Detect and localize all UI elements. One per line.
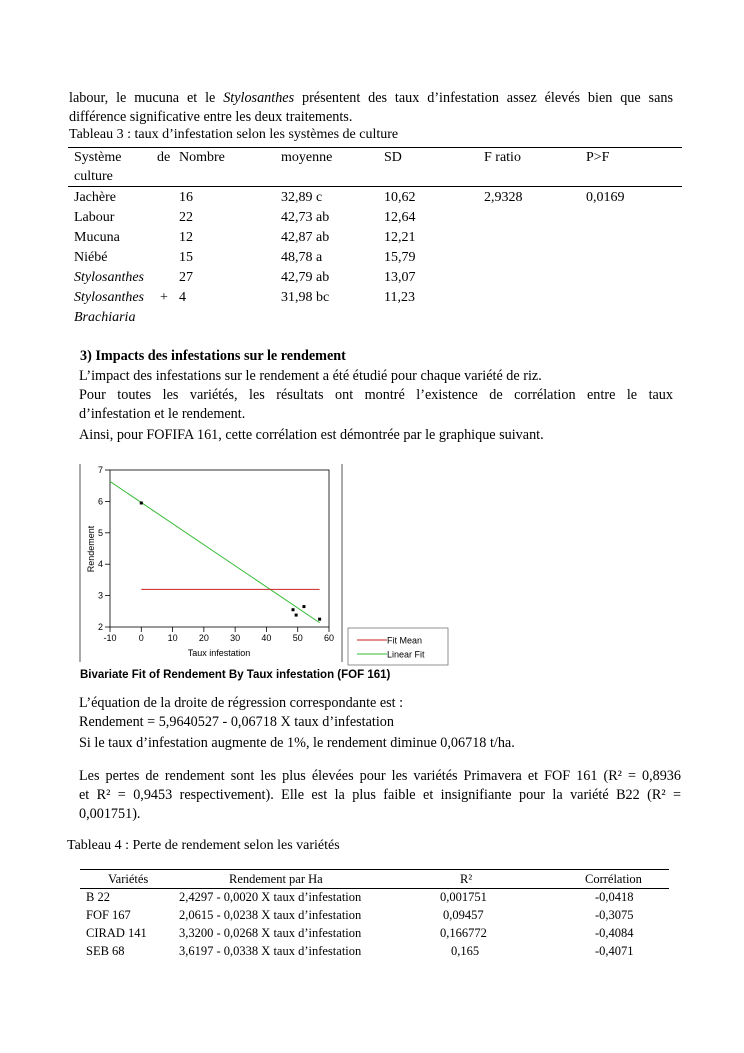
table4-top-rule — [80, 869, 669, 870]
table4-cell-r2: 0,166772 — [440, 926, 487, 940]
x-tick-label: 10 — [167, 633, 178, 643]
table3-header-fratio: F ratio — [484, 150, 521, 165]
table3-cell-sd: 10,62 — [384, 190, 416, 205]
table3-cell-nombre: 4 — [179, 290, 186, 305]
table4-cell-rendement: 3,6197 - 0,0338 X taux d’infestation — [179, 944, 362, 958]
y-axis-label: Rendement — [86, 525, 96, 573]
table4-cell-correlation: -0,4084 — [595, 926, 634, 940]
section-paragraph-3: Ainsi, pour FOFIFA 161, cette corrélation est démontrée par le graphique suivant. — [79, 427, 544, 443]
data-point — [295, 614, 298, 617]
table4-cell-r2: 0,09457 — [443, 908, 484, 922]
table4-cell-variete: B 22 — [86, 890, 110, 904]
table3-header-culture: culture — [74, 169, 113, 184]
section-paragraph-1: L’impact des infestations sur le rendement a été étudié pour chaque variété de riz. — [79, 368, 542, 384]
table3-cell-systeme: Mucuna — [74, 230, 120, 245]
legend-linear-fit: Linear Fit — [387, 649, 425, 660]
x-tick-label: 50 — [292, 633, 303, 643]
bivariate-fit-chart — [78, 462, 458, 684]
table3-cell-nombre: 15 — [179, 250, 193, 265]
data-point — [318, 618, 321, 621]
x-axis-label: Taux infestation — [187, 648, 251, 658]
table3-cell-systeme: Labour — [74, 210, 115, 225]
data-point — [302, 605, 305, 608]
table3-cell-moyenne: 42,79 ab — [281, 270, 330, 285]
equation-formula: Rendement = 5,9640527 - 0,06718 X taux d’infestation — [79, 714, 394, 730]
table4-header-correlation: Corrélation — [585, 872, 642, 886]
table4-cell-correlation: -0,3075 — [595, 908, 634, 922]
section-paragraph-2a: Pour toutes les variétés, les résultats ont montré l’existence de corrélation entre le taux — [79, 387, 673, 403]
table3-cell-moyenne: 42,87 ab — [281, 230, 330, 245]
table3-header-p: P>F — [586, 150, 610, 165]
table4-cell-rendement: 3,3200 - 0,0268 X taux d’infestation — [179, 926, 362, 940]
y-tick-label: 5 — [97, 527, 103, 538]
table3-cell-moyenne: 31,98 bc — [281, 290, 330, 305]
table3-cell-moyenne: 32,89 c — [281, 190, 323, 205]
chart-title: Bivariate Fit of Rendement By Taux infestation (FOF 161) — [80, 669, 391, 681]
x-tick-label: 60 — [323, 633, 335, 643]
table3-cell-moyenne: 42,73 ab — [281, 210, 330, 225]
table3-header-moyenne: moyenne — [281, 150, 333, 165]
table4-cell-r2: 0,001751 — [440, 890, 487, 904]
section-paragraph-2b: d’infestation et le rendement. — [79, 406, 246, 422]
table4-cell-variete: FOF 167 — [86, 908, 131, 922]
table3-header-systeme: Système — [74, 150, 122, 165]
table4-cell-rendement: 2,0615 - 0,0238 X taux d’infestation — [179, 908, 362, 922]
equation-interpretation: Si le taux d’infestation augmente de 1%, le rendement diminue 0,06718 t/ha. — [79, 735, 515, 751]
table4-header-r2: R² — [460, 872, 473, 886]
legend-fit-mean: Fit Mean — [387, 635, 423, 646]
table3-cell-sd: 11,23 — [384, 290, 415, 305]
x-tick-label: 40 — [261, 633, 272, 643]
table4-cell-rendement: 2,4297 - 0,0020 X taux d’infestation — [179, 890, 362, 904]
table4-header-rendement: Rendement par Ha — [229, 872, 323, 886]
table3-caption: Tableau 3 : taux d’infestation selon les systèmes de culture — [69, 127, 399, 142]
y-tick-label: 6 — [97, 496, 103, 507]
data-point — [292, 608, 295, 611]
y-tick-label: 2 — [97, 622, 103, 632]
table3-cell-sd: 12,21 — [384, 230, 416, 245]
losses-line-1: Les pertes de rendement sont les plus élevées pour les variétés Primavera et FOF 161 (R² = 0,8936 — [79, 768, 681, 784]
section-heading: 3) Impacts des infestations sur le rendement — [80, 348, 346, 364]
plot-area — [110, 470, 329, 627]
table3-cell-sd: 15,79 — [384, 250, 416, 265]
table3-cell-systeme: Jachère — [74, 190, 116, 205]
losses-line-2: et R² = 0,9453 respectivement). Elle est la plus faible et insignifiante pour la variété B22 (R² = — [79, 787, 681, 803]
intro-line-2: différence significative entre les deux traitements. — [69, 109, 353, 125]
table3-cell-nombre: 12 — [179, 230, 193, 245]
table4-cell-r2: 0,165 — [451, 944, 480, 958]
intro-italic: Stylosanthes — [223, 90, 295, 106]
x-tick-label: 0 — [138, 633, 144, 643]
table4-cell-correlation: -0,4071 — [595, 944, 634, 958]
table3-cell-moyenne: 48,78 a — [281, 250, 323, 265]
equation-intro: L’équation de la droite de régression correspondante est : — [79, 695, 404, 711]
y-tick-label: 3 — [97, 590, 103, 601]
table4-header-variete: Variétés — [108, 872, 149, 886]
data-point — [140, 501, 143, 504]
table3-cell-fratio: 2,9328 — [484, 190, 523, 205]
table3-cell-nombre: 22 — [179, 210, 193, 225]
table3-header-systeme-de: de — [157, 150, 171, 165]
table3-header-sd: SD — [384, 150, 402, 165]
table3-cell-nombre: 16 — [179, 190, 193, 205]
x-axis — [103, 627, 334, 643]
table3-cell-sd: 13,07 — [384, 270, 416, 285]
table4-header-rule — [80, 888, 669, 889]
table3-cell-systeme: Stylosanthes — [74, 290, 144, 305]
table4-cell-correlation: -0,0418 — [595, 890, 634, 904]
table3-header-rule — [68, 186, 682, 187]
table3-header-nombre: Nombre — [179, 150, 225, 165]
losses-line-3: 0,001751). — [79, 806, 141, 822]
table3-cell-systeme: Stylosanthes — [74, 270, 144, 285]
intro-line-1: labour, le mucuna et le Stylosanthes présentent des taux d’infestation assez élevés bien que sans — [69, 90, 673, 106]
y-tick-label: 4 — [97, 559, 103, 570]
y-tick-label: 7 — [97, 465, 103, 475]
x-tick-label: -10 — [103, 633, 117, 643]
x-tick-label: 20 — [198, 633, 209, 643]
table3-cell-systeme: Niébé — [74, 250, 108, 265]
table3-cell-sd: 12,64 — [384, 210, 416, 225]
table3-cell-nombre: 27 — [179, 270, 193, 285]
y-axis — [98, 465, 110, 632]
table3-cell-plus: + — [160, 290, 168, 305]
table3-cell-systeme-b: Brachiaria — [74, 310, 136, 325]
table4-cell-variete: SEB 68 — [86, 944, 125, 958]
table4-caption: Tableau 4 : Perte de rendement selon les variétés — [67, 838, 340, 853]
table3-cell-p: 0,0169 — [586, 190, 625, 205]
x-tick-label: 30 — [230, 633, 241, 643]
table4-cell-variete: CIRAD 141 — [86, 926, 147, 940]
